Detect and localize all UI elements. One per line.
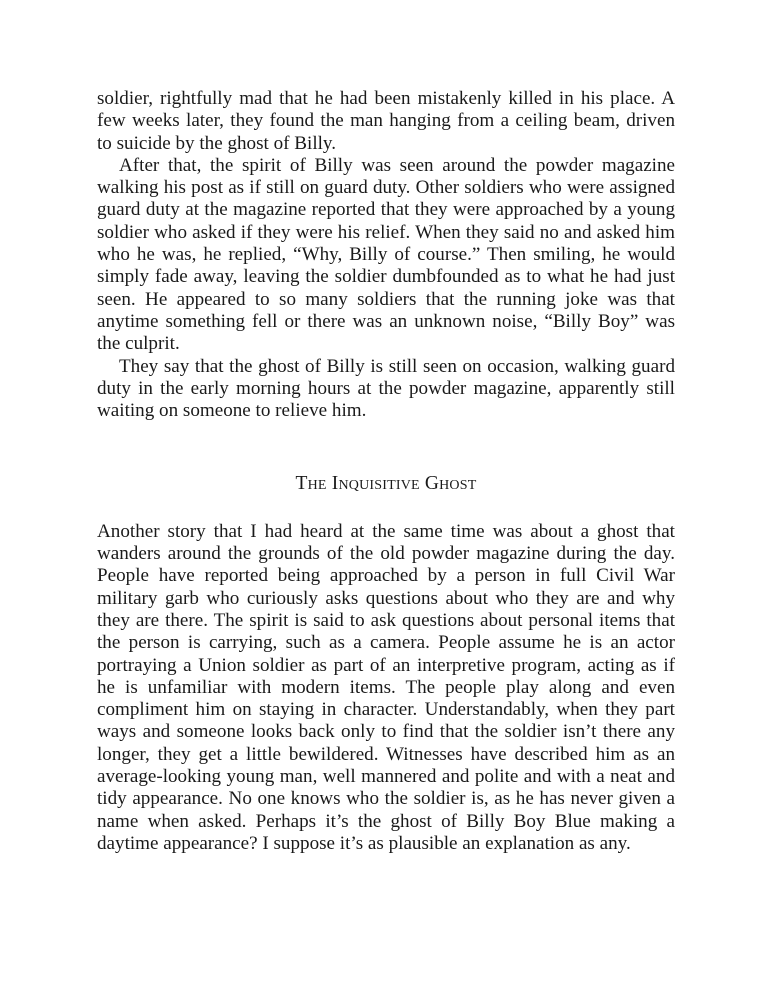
- section-heading-text: The Inquisitive Ghost: [295, 473, 477, 495]
- paragraph-billy-still-seen: They say that the ghost of Billy is still seen on occasion, walking guard duty in the early morning hours at the powder magazine, apparently still waiting on someone to relieve him.: [97, 355, 675, 422]
- paragraph-continuation: soldier, rightfully mad that he had been mistakenly killed in his place. A few weeks later, they found the man hanging from a ceiling beam, driven to suicide by the ghost of Billy.: [97, 88, 675, 154]
- book-page: [97, 88, 675, 855]
- section-heading: [97, 473, 675, 495]
- paragraph-inquisitive-ghost: Another story that I had heard at the same time was about a ghost that wanders around the grounds of the old powder magazine during the day. People have reported being approached by a person in full Civil War military garb who curiously asks questions about who they are and why they are there. The spirit is said to ask questions about personal items that the person is carrying, such as a camera. People assume he is an actor portraying a Union soldier as part of an interpretive program, acting as if he is unfamiliar with modern items. The people play along and even compliment him on staying in character. Understandably, when they part ways and someone looks back only to find that the soldier isn’t there any longer, they get a little bewildered. Witnesses have described him as an average-looking young man, well mannered and polite and with a neat and tidy appearance. No one knows who the soldier is, as he has never given a name when asked. Perhaps it’s the ghost of Billy Boy Blue making a daytime appearance? I suppose it’s as plausible an explanation as any.: [97, 520, 675, 854]
- paragraph-billy-spirit: After that, the spirit of Billy was seen around the powder magazine walking his post as if still on guard duty. Other soldiers who were assigned guard duty at the magazine reported that they were approached by a young soldier who asked if they were his relief. When they said no and asked him who he was, he replied, “Why, Billy of course.” Then smiling, he would simply fade away, leaving the soldier dumbfounded as to what he had just seen. He appeared to so many soldiers that the running joke was that anytime something fell or there was an unknown noise, “Billy Boy” was the culprit.: [97, 154, 675, 355]
